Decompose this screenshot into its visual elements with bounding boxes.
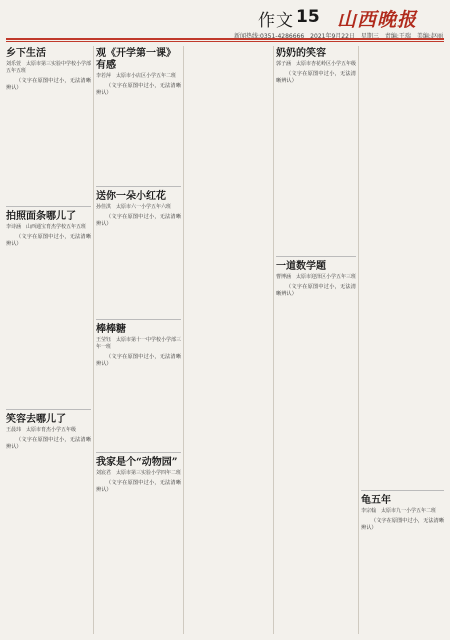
page-number: 15 bbox=[296, 7, 320, 27]
article-separator bbox=[96, 452, 181, 453]
column-2 bbox=[96, 46, 181, 634]
article bbox=[6, 211, 91, 401]
article-body bbox=[96, 354, 181, 369]
article bbox=[96, 191, 181, 311]
article bbox=[6, 414, 91, 452]
column-3 bbox=[186, 46, 271, 634]
column-1 bbox=[6, 46, 91, 634]
paragraph: （文字在原图中过小，无法清晰辨认） bbox=[6, 234, 91, 248]
article-headline: 棒棒糖 bbox=[96, 324, 126, 335]
article-body bbox=[361, 518, 444, 533]
article-headline: 奶奶的笑容 bbox=[276, 48, 326, 59]
paragraph: （文字在原图中过小，无法清晰辨认） bbox=[361, 518, 444, 532]
column-divider bbox=[183, 46, 184, 634]
paragraph: （文字在原图中过小，无法清晰辨认） bbox=[96, 354, 181, 368]
paragraph: （文字在原图中过小，无法清晰辨认） bbox=[6, 437, 91, 451]
article-byline: 王莹钰 太原市第十一中学校小学部三年一班 bbox=[96, 337, 181, 350]
article-byline: 李宗翰 太原市九一小学五年二班 bbox=[361, 508, 437, 514]
article-headline: 龟五年 bbox=[361, 495, 391, 506]
article-body bbox=[96, 214, 181, 229]
article-headline: 观《开学第一课》有感 bbox=[96, 48, 176, 71]
article-byline: 曹博涵 太原市迎泽区小学五年三班 bbox=[276, 274, 356, 280]
article-headline: 我家是个“动物园” bbox=[96, 457, 178, 468]
masthead-logo: 山西晚报 bbox=[336, 9, 417, 31]
article-body bbox=[6, 78, 91, 93]
article-body bbox=[96, 83, 181, 98]
header-rule-thin bbox=[6, 41, 444, 42]
article-body bbox=[6, 437, 91, 452]
article-byline: 郭子涵 太原市杏花岭区小学五年级 bbox=[276, 61, 356, 67]
article-separator bbox=[96, 186, 181, 187]
article-byline: 李诗涵 山西通宝育杰学校五年五班 bbox=[6, 224, 87, 230]
article-byline: 李若萍 太原市小店区小学五年二班 bbox=[96, 73, 177, 79]
article-headline: 拍照面条哪儿了 bbox=[6, 211, 76, 222]
article bbox=[276, 261, 356, 491]
article-byline: 王晨玮 太原市育杰小学五年级 bbox=[6, 427, 77, 433]
column-divider bbox=[273, 46, 274, 634]
article bbox=[276, 48, 356, 248]
section-title: 作文 bbox=[258, 11, 294, 31]
column-5 bbox=[361, 46, 444, 634]
article bbox=[6, 48, 91, 198]
article-body bbox=[276, 71, 356, 86]
paragraph: （文字在原图中过小，无法清晰辨认） bbox=[96, 214, 181, 228]
article-separator bbox=[6, 206, 91, 207]
column-4 bbox=[276, 46, 356, 634]
paragraph: （文字在原图中过小，无法清晰辨认） bbox=[96, 83, 181, 97]
paragraph: （文字在原图中过小，无法清晰辨认） bbox=[6, 78, 91, 92]
article-body bbox=[6, 234, 91, 249]
publication-info: 新闻热线:0351-4286666 2021年9月22日 星期三 责编:王瑞 美编:赵丽 bbox=[234, 33, 443, 40]
header-rule bbox=[6, 38, 444, 40]
article-headline: 送你一朵小红花 bbox=[96, 191, 166, 202]
paragraph: （文字在原图中过小，无法清晰辨认） bbox=[96, 480, 181, 494]
article-byline: 刘乐萱 太原市第三实验中学校小学部五年五班 bbox=[6, 61, 91, 74]
article-separator bbox=[361, 490, 444, 491]
article-separator bbox=[276, 256, 356, 257]
article bbox=[96, 48, 181, 178]
article-body bbox=[276, 284, 356, 299]
article-body bbox=[96, 480, 181, 495]
article-separator bbox=[6, 409, 91, 410]
article bbox=[96, 324, 181, 444]
paragraph: （文字在原图中过小，无法清晰辨认） bbox=[276, 284, 356, 298]
article bbox=[361, 495, 444, 533]
article-headline: 笑容去哪儿了 bbox=[6, 414, 66, 425]
article-byline: 孙佳淇 太原市六一小学五年六班 bbox=[96, 204, 172, 210]
article-separator bbox=[96, 319, 181, 320]
column-divider bbox=[93, 46, 94, 634]
article-headline: 乡下生活 bbox=[6, 48, 46, 59]
article bbox=[96, 457, 181, 495]
paragraph: （文字在原图中过小，无法清晰辨认） bbox=[276, 71, 356, 85]
article-byline: 刘宸君 太原市第三实验小学四年二班 bbox=[96, 470, 181, 476]
article-headline: 一道数学题 bbox=[276, 261, 326, 272]
column-divider bbox=[358, 46, 359, 634]
